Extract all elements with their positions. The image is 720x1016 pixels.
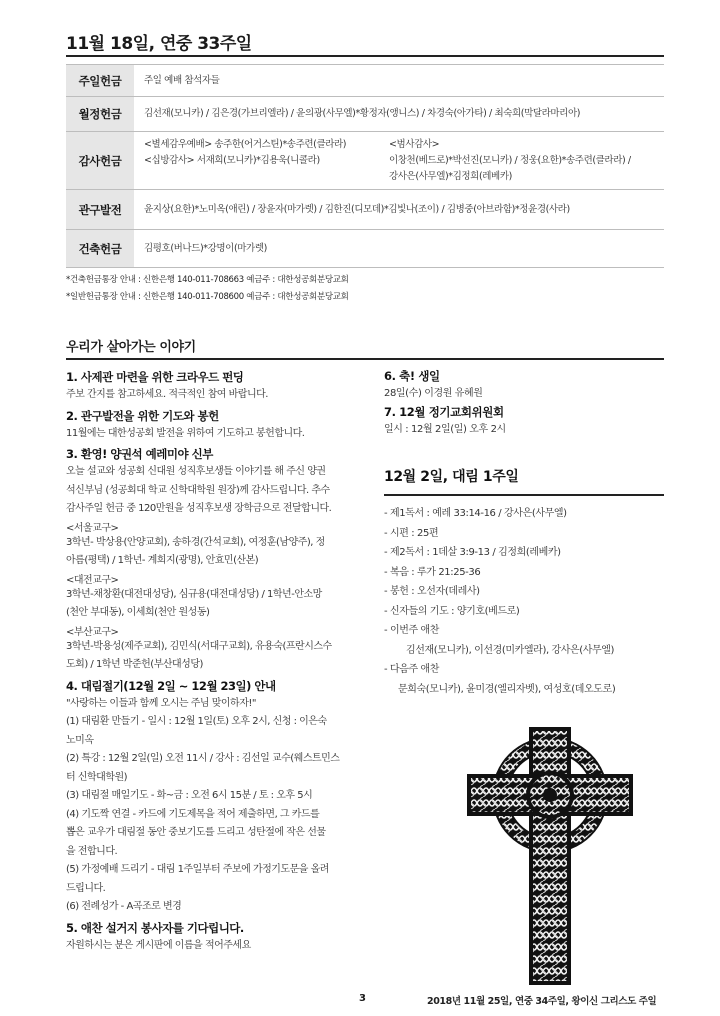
story-heading: 4. 대림절기(12월 2일 ~ 12월 23일) 안내 bbox=[66, 678, 276, 693]
advent-item: - 이번주 애찬 bbox=[384, 625, 440, 636]
offering-label: 감사헌금 bbox=[66, 132, 134, 190]
celtic-cross-icon bbox=[465, 725, 635, 987]
advent-rule bbox=[384, 494, 664, 496]
story-line: (2) 특강 : 12월 2일(일) 오전 11시 / 강사 : 김선일 교수(웨스트민스 bbox=[66, 753, 340, 764]
offering-names-right: <범사감사> 이창천(베드로)*박선진(모니카) / 정웅(요한)*송주련(클라라) / 강사은(사무엘)*김정희(레베카) bbox=[389, 138, 631, 182]
story-line: 오늘 설교와 성공회 신대원 성직후보생들 이야기를 해 주신 양권 bbox=[66, 466, 326, 477]
title-rule bbox=[66, 55, 664, 57]
story-line: 3학년- 박상용(안양교회), 송하경(간석교회), 여정훈(남양주), 정 bbox=[66, 536, 325, 548]
story-line: 도회) / 1학년 박준헌(부산대성당) bbox=[66, 659, 203, 670]
story-line: 을 전합니다. bbox=[66, 845, 118, 857]
advent-item: - 신자들의 기도 : 양기호(베드로) bbox=[384, 605, 520, 617]
offering-row bbox=[66, 190, 664, 230]
advent-title: 12월 2일, 대림 1주일 bbox=[384, 469, 519, 485]
story-line: 뽑은 교우가 대림절 동안 중보기도를 드리고 성탄절에 작은 선물 bbox=[66, 827, 326, 838]
story-subheading: <부산교구> bbox=[66, 626, 119, 638]
offering-names: 김평호(버나드)*강명이(마가렛) bbox=[134, 230, 664, 268]
section-rule bbox=[66, 358, 664, 360]
story-heading: 3. 환영! 양권석 예레미야 신부 bbox=[66, 447, 213, 461]
story-line: 자원하시는 분은 게시판에 이름을 적어주세요 bbox=[66, 939, 251, 951]
advent-list bbox=[384, 504, 664, 699]
account-notes bbox=[66, 273, 349, 307]
advent-item: - 다음주 애찬 bbox=[384, 664, 440, 675]
story-line: 석신부님 (성공회대 학교 신학대학원 원장)께 감사드립니다. 추수 bbox=[66, 484, 330, 496]
story-heading: 2. 관구발전을 위한 기도와 봉헌 bbox=[66, 408, 219, 423]
offering-names: 김선재(모니카) / 김은경(가브리엘라) / 윤의광(사무엘)*황정자(앵니스) / 차경숙(아가타) / 최숙희(막달라마리아) bbox=[134, 97, 664, 132]
story-line: 터 신학대학원) bbox=[66, 771, 128, 783]
story-line: 드립니다. bbox=[66, 882, 106, 894]
story-line: "사랑하는 이들과 함께 오시는 주님 맞이하자!" bbox=[66, 697, 256, 709]
account-note: *일반헌금통장 안내 : 신한은행 140-011-708600 예금주 : 대한성공회분당교회 bbox=[66, 292, 349, 302]
advent-item: - 제1독서 : 예레 33:14-16 / 강사은(사무엘) bbox=[384, 508, 567, 519]
advent-item: 문희숙(모니카), 윤미경(엘리자벳), 여성호(데오도로) bbox=[398, 683, 616, 695]
story-heading: 7. 12월 정기교회위원회 bbox=[384, 405, 504, 419]
offering-row bbox=[66, 65, 664, 97]
story-line: 주보 간지를 참고하세요. 적극적인 참여 바랍니다. bbox=[66, 389, 268, 400]
story-line: (천안 부대동), 이세희(천안 원성동) bbox=[66, 607, 210, 618]
story-line: 11월에는 대한성공회 발전을 위하여 기도하고 봉헌합니다. bbox=[66, 427, 305, 439]
advent-item: - 복음 : 루가 21:25-36 bbox=[384, 566, 481, 578]
celtic-cross-image bbox=[465, 725, 635, 991]
footer-date: 2018년 11월 25일, 연중 34주일, 왕이신 그리스도 주일 bbox=[427, 996, 657, 1007]
story-line: (5) 가정예배 드리기 - 대림 1주일부터 주보에 가정기도문을 올려 bbox=[66, 864, 329, 875]
story-line: (1) 대림환 만들기 - 일시 : 12월 1일(토) 오후 2시, 신청 : 이은숙 bbox=[66, 716, 327, 727]
offering-label: 건축헌금 bbox=[66, 230, 134, 268]
offering-label: 주일헌금 bbox=[66, 65, 134, 97]
advent-item: - 제2독서 : 1데살 3:9-13 / 김정희(레베카) bbox=[384, 547, 561, 558]
story-line: 감사주일 헌금 중 120만원을 성직후보생 장학금으로 전달합니다. bbox=[66, 503, 332, 514]
story-line: 28일(수) 이경원 유혜원 bbox=[384, 388, 483, 399]
story-line: 아름(평택) / 1학년- 계희지(광명), 안효민(산본) bbox=[66, 555, 259, 566]
offering-label: 관구발전 bbox=[66, 190, 134, 230]
account-note: *건축헌금통장 안내 : 신한은행 140-011-708663 예금주 : 대한성공회분당교회 bbox=[66, 275, 349, 285]
story-line: (3) 대림절 매일기도 - 화~금 : 오전 6시 15분 / 토 : 오후 5시 bbox=[66, 790, 313, 801]
story-line: (4) 기도짝 연결 - 카드에 기도제목을 적어 제출하면, 그 카드를 bbox=[66, 808, 320, 820]
story-subheading: <서울교구> bbox=[66, 522, 119, 534]
section-title: 우리가 살아가는 이야기 bbox=[66, 340, 196, 355]
offering-label: 월정헌금 bbox=[66, 97, 134, 132]
advent-item: - 봉헌 : 오선자(데레사) bbox=[384, 586, 480, 597]
stories-right-column bbox=[384, 366, 664, 699]
story-heading: 1. 사제관 마련을 위한 크라우드 펀딩 bbox=[66, 370, 244, 384]
offering-names: 주일 예배 참석자들 bbox=[134, 65, 664, 97]
offering-names: 윤지상(요한)*노미옥(애린) / 장윤자(마가렛) / 김한진(디모데)*김빛나(조이) / 김병중(아브라함)*정윤경(사라) bbox=[134, 190, 664, 230]
story-heading: 6. 축! 생일 bbox=[384, 369, 440, 383]
stories-left-column bbox=[66, 366, 362, 955]
offering-table bbox=[66, 64, 664, 268]
advent-item: - 시편 : 25편 bbox=[384, 527, 439, 539]
story-heading: 5. 애찬 설거지 봉사자를 기다립니다. bbox=[66, 920, 244, 935]
story-line: 일시 : 12월 2일(일) 오후 2시 bbox=[384, 424, 506, 435]
stories-right-items bbox=[384, 368, 664, 438]
story-line: 3학년-박용성(제주교회), 김민식(서대구교회), 유용숙(프란시스수 bbox=[66, 640, 332, 652]
story-line: 3학년-채창환(대전대성당), 심규용(대전대성당) / 1학년-안소망 bbox=[66, 588, 322, 600]
page-title: 11월 18일, 연중 33주일 bbox=[66, 34, 252, 54]
offering-row bbox=[66, 132, 664, 190]
offering-names-left: <별세감우예배> 송주한(어거스틴)*송주련(클라라) <십방감사> 서재희(모니카)*김용욱(니콜라) bbox=[144, 138, 347, 166]
page-number: 3 bbox=[359, 993, 366, 1004]
story-subheading: <대전교구> bbox=[66, 574, 119, 586]
story-line: 노미옥 bbox=[66, 734, 94, 746]
offering-row bbox=[66, 97, 664, 132]
advent-item: 김선재(모니카), 이선경(미카엘라), 강사은(사무엘) bbox=[406, 644, 615, 656]
offering-row bbox=[66, 230, 664, 268]
story-line: (6) 전례성가 - A곡조로 변경 bbox=[66, 901, 182, 912]
